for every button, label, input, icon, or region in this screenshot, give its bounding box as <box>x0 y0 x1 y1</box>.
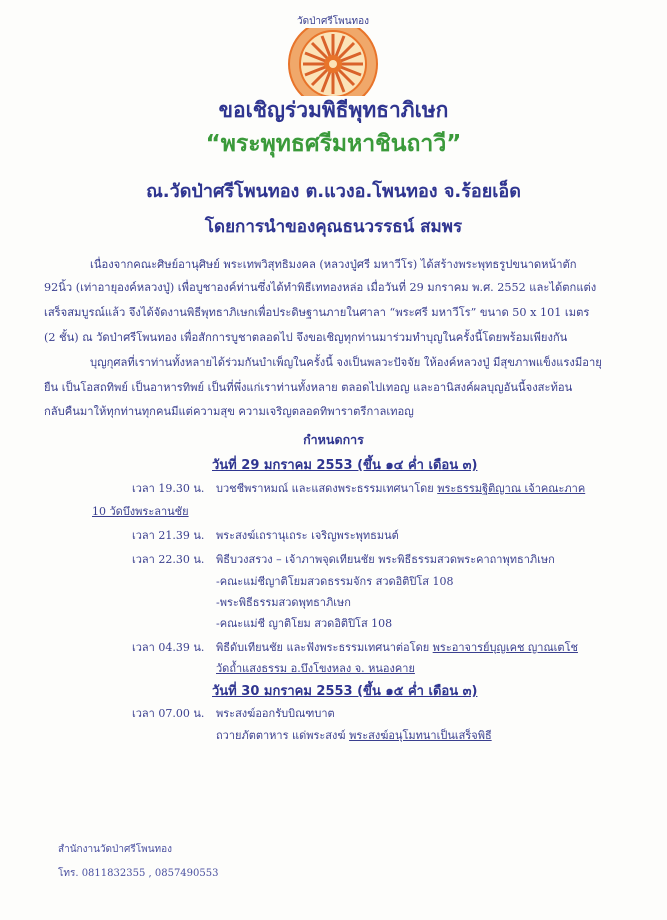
schedule-day-2: วันที่ 30 มกราคม 2553 (ขึ้น ๑๕ ค่ำ เดือน ๓) <box>212 684 478 699</box>
schedule-heading: กำหนดการ <box>303 432 364 447</box>
event-monk: พระธรรมฐิติญาณ เจ้าคณะภาค <box>437 482 586 495</box>
event-line <box>216 479 585 497</box>
event-text: บวชชีพราหมณ์ และแสดงพระธรรมเทศนาโดย <box>216 482 438 495</box>
footer-office: สำนักงานวัดป่าศรีโพนทอง <box>58 844 173 855</box>
paragraph-line: (2 ชั้น) ณ วัดป่าศรีโพนทอง เพื่อสักการบูชาตลอดไป จึงขอเชิญทุกท่านมาร่วมทำบุญในครั้งนี้โดยพร้อมเพียงกัน <box>44 331 568 344</box>
event-time: เวลา 22.30 น. <box>132 553 205 566</box>
statue-name: “พระพุทธศรีมหาชินถาวี” <box>205 131 462 157</box>
paragraph-line: ยืน เป็นโอสถทิพย์ เป็นอาหารทิพย์ เป็นที่พึ่งแก่เราท่านทั้งหลาย ตลอดไปเทอญ และอานิสงค์ผลบุญอันนี้จงสะท้อน <box>44 381 573 394</box>
event-line <box>216 726 492 744</box>
event-sub-item: -คณะแม่ชีญาติโยมสวดธรรมจักร สวดอิติปิโส 108 <box>216 575 454 588</box>
event-sub-item: -คณะแม่ชี ญาติโยม สวดอิติปิโส 108 <box>216 617 393 630</box>
event-monk-temple: 10 วัดบึงพระลานชัย <box>92 505 189 518</box>
event-closing: พระสงฆ์อนุโมทนาเป็นเสร็จพิธี <box>349 729 492 742</box>
paragraph-line: เนื่องจากคณะศิษย์อานุศิษย์ พระเทพวิสุทธิมงคล (หลวงปู่ศรี มหาวีโร) ได้สร้างพระพุทธรูปขนาดหน้าตัก <box>90 258 577 271</box>
paragraph-line: บุญกุศลที่เราท่านทั้งหลายได้ร่วมกันบำเพ็ญในครั้งนี้ จงเป็นพลวะปัจจัย ให้องค์หลวงปู่ มีสุขภาพแข็งแรงมีอายุ <box>90 356 602 369</box>
organizer-line: โดยการนำของคุณธนวรรธน์ สมพร <box>204 217 463 237</box>
event-sub-text: ถวายภัตตาหาร แด่พระสงฆ์ <box>216 729 350 742</box>
event-monk: พระอาจารย์บุญเคช ญาณเตโช <box>432 641 578 654</box>
event-time: เวลา 19.30 น. <box>132 482 205 495</box>
location-line: ณ.วัดป่าศรีโพนทอง ต.แวงอ.โพนทอง จ.ร้อยเอ็ด <box>146 181 521 202</box>
paragraph-line: กลับคืนมาให้ทุกท่านทุกคนมีแต่ความสุข ความเจริญตลอดทิพาราตรีกาลเทอญ <box>44 405 414 418</box>
invitation-title: ขอเชิญร่วมพิธีพุทธาภิเษก <box>218 98 449 122</box>
event-line <box>216 638 578 656</box>
paragraph-line: 92นิ้ว (เท่าอายุองค์หลวงปู่) เพื่อบูชาองค์ท่านซึ่งได้ทำพิธีเททองหล่อ เมื่อวันที่ 29 มกราคม พ.ศ. 2552 และได้ตกแต่ง <box>44 281 597 294</box>
event-monk-temple: วัดถ้ำแสงธรรม อ.บึงโขงหลง จ. หนองคาย <box>216 662 415 675</box>
event-time: เวลา 07.00 น. <box>132 707 205 720</box>
event-text: พระสงฆ์ออกรับบิณฑบาต <box>216 707 335 720</box>
event-sub-item: -พระพิธีธรรมสวดพุทธาภิเษก <box>216 596 351 609</box>
schedule-day-1: วันที่ 29 มกราคม 2553 (ขึ้น ๑๔ ค่ำ เดือน ๓) <box>212 458 478 473</box>
event-text: พิธีดับเทียนชัย และฟังพระธรรมเทศนาต่อโดย <box>216 641 433 654</box>
temple-logo-icon <box>268 8 398 96</box>
logo-text: วัดป่าศรีโพนทอง <box>296 16 370 27</box>
event-text: พิธีบวงสรวง – เจ้าภาพจุดเทียนชัย พระพิธีธรรมสวดพระคาถาพุทธาภิเษก <box>216 553 555 566</box>
paragraph-line: เสร็จสมบูรณ์แล้ว จึงได้จัดงานพิธีพุทธาภิเษกเพื่อประดิษฐานภายในศาลา “พระศรี มหาวีโร” ขนาด 50 x 101 เมตร <box>44 306 590 319</box>
event-text: พระสงฆ์เถรานุเถระ เจริญพระพุทธมนต์ <box>216 529 399 542</box>
footer-phone: โทร. 0811832355 , 0857490553 <box>58 868 219 879</box>
event-time: เวลา 04.39 น. <box>132 641 205 654</box>
event-time: เวลา 21.39 น. <box>132 529 205 542</box>
